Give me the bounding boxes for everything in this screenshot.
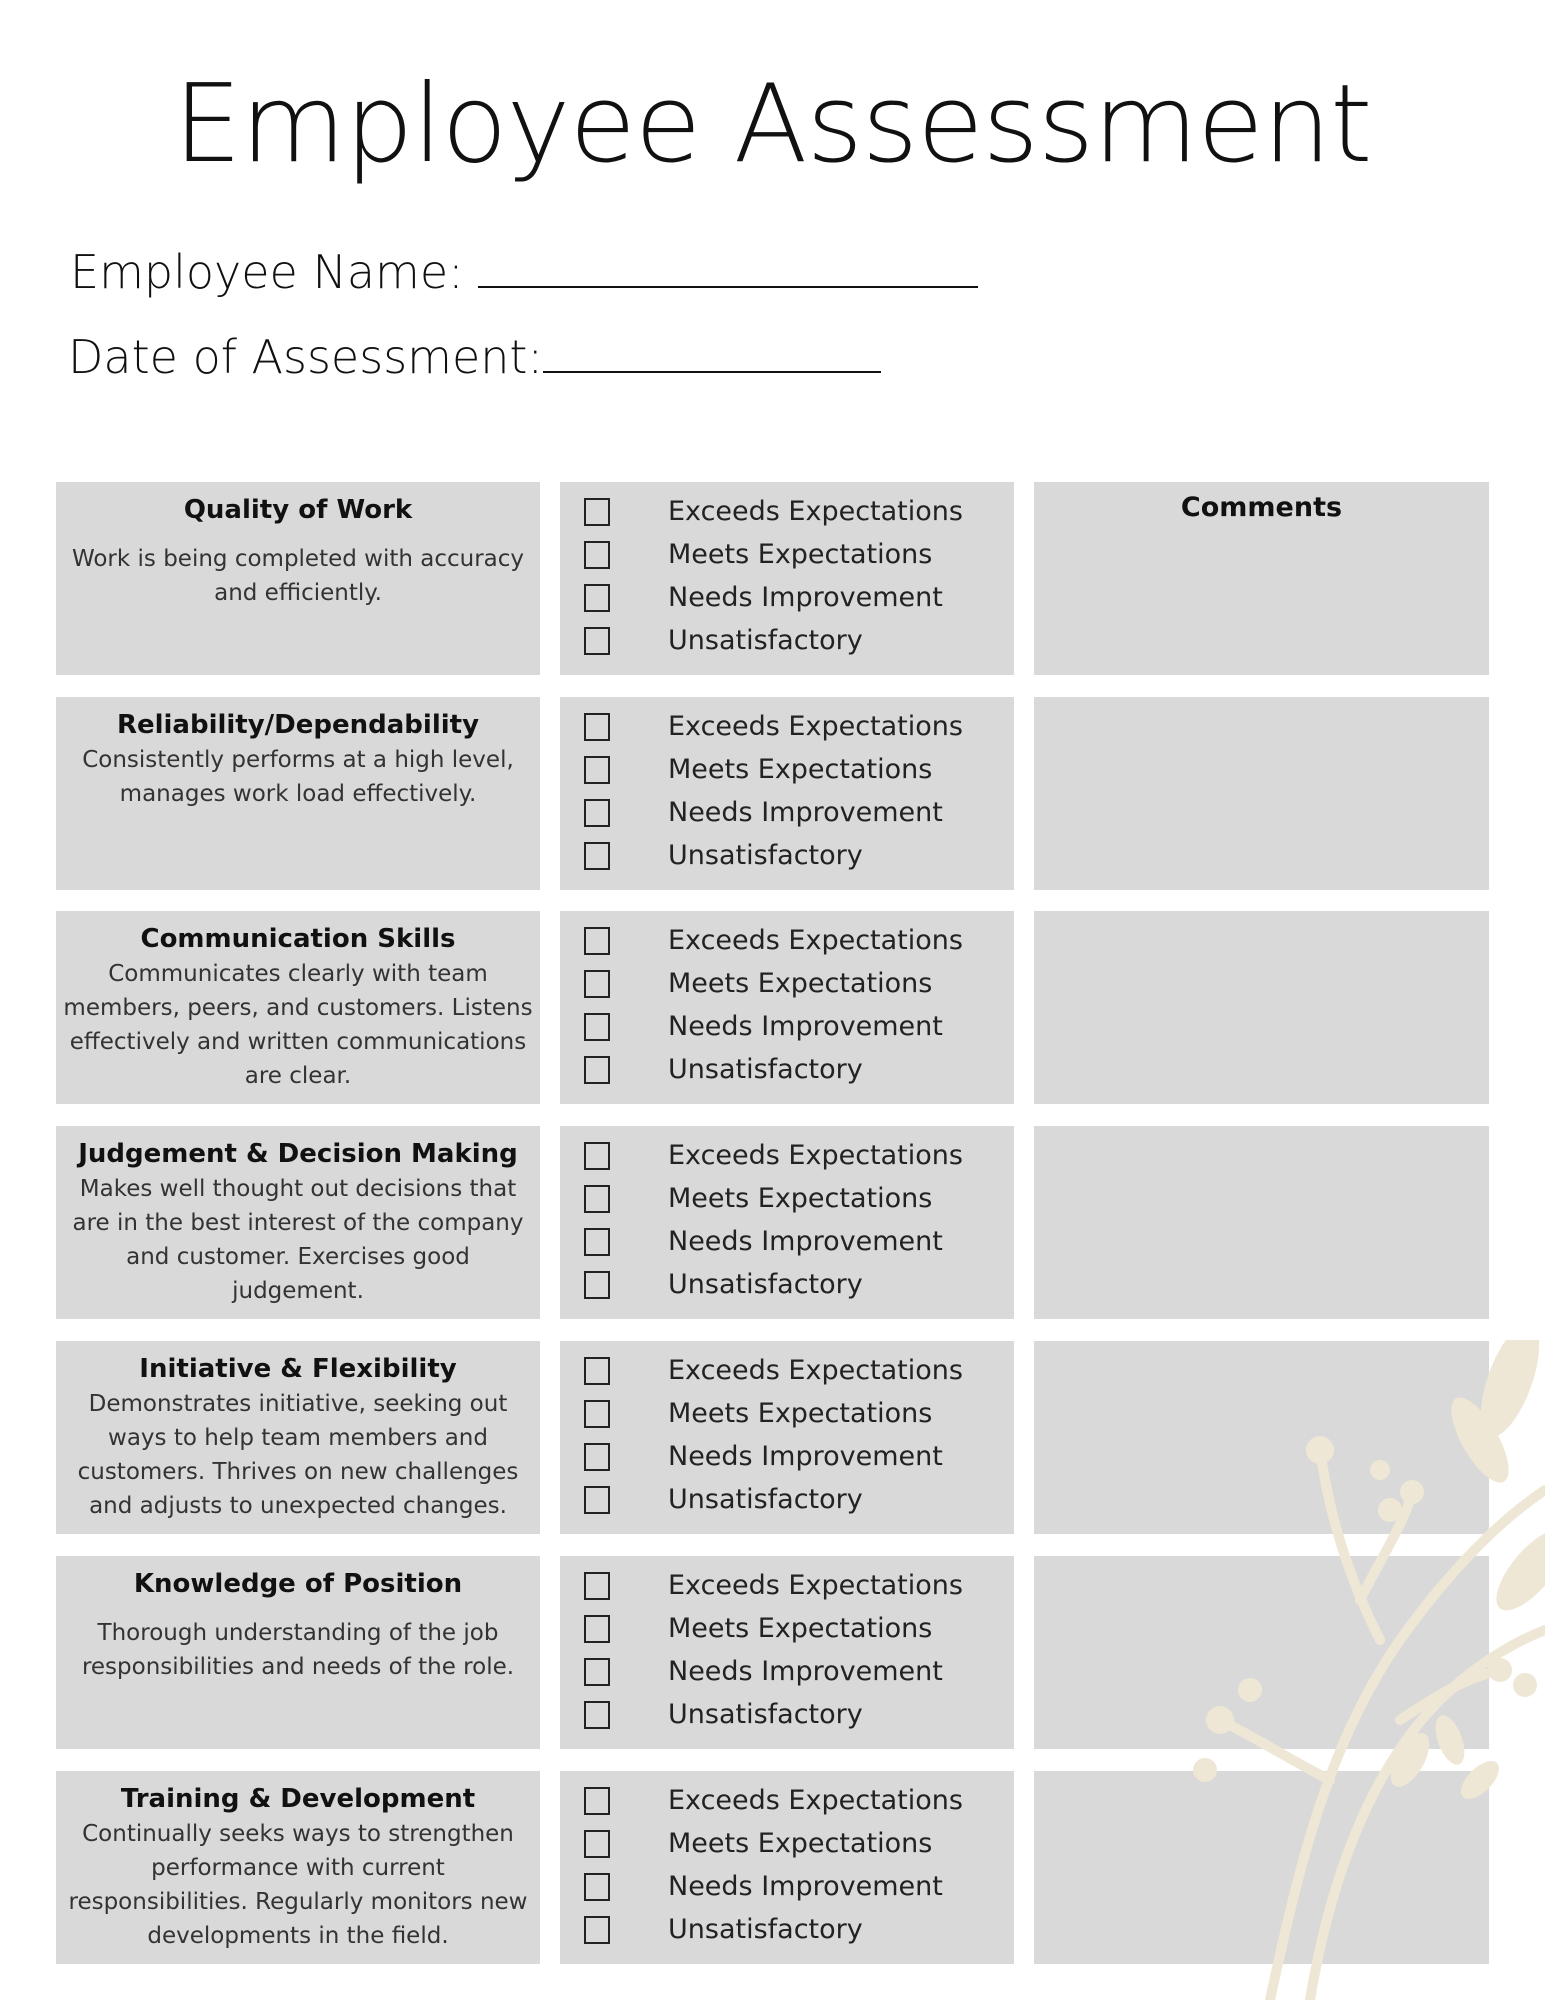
checkbox-icon[interactable] bbox=[584, 1486, 610, 1514]
assessment-row bbox=[0, 697, 1545, 890]
assessment-row bbox=[0, 1556, 1545, 1749]
rating-options-cell bbox=[560, 1126, 1014, 1319]
rating-options-cell bbox=[560, 697, 1014, 890]
rating-option-label: Needs Improvement bbox=[668, 1441, 943, 1472]
assessment-row bbox=[0, 911, 1545, 1104]
rating-options-cell bbox=[560, 1771, 1014, 1964]
checkbox-icon[interactable] bbox=[584, 970, 610, 998]
checkbox-icon[interactable] bbox=[584, 1787, 610, 1815]
checkbox-icon[interactable] bbox=[584, 1572, 610, 1600]
checkbox-icon[interactable] bbox=[584, 713, 610, 741]
criterion-title: Training & Development bbox=[120, 1784, 476, 1814]
checkbox-icon[interactable] bbox=[584, 1400, 610, 1428]
comments-cell[interactable] bbox=[1034, 1771, 1489, 1964]
assessment-date-label: Date of Assessment: bbox=[68, 330, 543, 384]
rating-option-label: Meets Expectations bbox=[668, 1183, 933, 1214]
checkbox-icon[interactable] bbox=[584, 1357, 610, 1385]
checkbox-icon[interactable] bbox=[584, 1701, 610, 1729]
rating-options-cell bbox=[560, 482, 1014, 675]
rating-option-label: Meets Expectations bbox=[668, 1828, 933, 1859]
checkbox-icon[interactable] bbox=[584, 1185, 610, 1213]
checkbox-icon[interactable] bbox=[584, 1056, 610, 1084]
criterion-description: Demonstrates initiative, seeking out ways to help team members and customers. Thrives on new challenges and adjusts to unexpected changes. bbox=[77, 1391, 519, 1519]
criterion-description: Thorough understanding of the job responsibilities and needs of the role. bbox=[81, 1620, 515, 1680]
criterion-cell bbox=[56, 482, 540, 675]
rating-option-label: Unsatisfactory bbox=[668, 625, 863, 656]
rating-options-cell bbox=[560, 911, 1014, 1104]
criterion-cell bbox=[56, 1556, 540, 1749]
criterion-title: Initiative & Flexibility bbox=[139, 1354, 457, 1384]
rating-options-cell bbox=[560, 1556, 1014, 1749]
comments-header: Comments bbox=[1180, 492, 1343, 523]
checkbox-icon[interactable] bbox=[584, 1873, 610, 1901]
checkbox-icon[interactable] bbox=[584, 927, 610, 955]
checkbox-icon[interactable] bbox=[584, 1658, 610, 1686]
checkbox-icon[interactable] bbox=[584, 1443, 610, 1471]
criterion-description: Makes well thought out decisions that are in the best interest of the company and customer. Exercises good judgement. bbox=[72, 1176, 524, 1304]
checkbox-icon[interactable] bbox=[584, 1142, 610, 1170]
checkbox-icon[interactable] bbox=[584, 1830, 610, 1858]
rating-option-label: Needs Improvement bbox=[668, 797, 943, 828]
rating-option-label: Unsatisfactory bbox=[668, 1269, 863, 1300]
rating-option-label: Meets Expectations bbox=[668, 1398, 933, 1429]
rating-option-label: Needs Improvement bbox=[668, 582, 943, 613]
rating-option-label: Needs Improvement bbox=[668, 1226, 943, 1257]
rating-option-label: Unsatisfactory bbox=[668, 1914, 863, 1945]
criterion-cell bbox=[56, 1341, 540, 1534]
rating-option-label: Exceeds Expectations bbox=[668, 1355, 963, 1386]
checkbox-icon[interactable] bbox=[584, 799, 610, 827]
checkbox-icon[interactable] bbox=[584, 842, 610, 870]
rating-option-label: Exceeds Expectations bbox=[668, 925, 963, 956]
employee-name-blank[interactable] bbox=[478, 285, 978, 288]
assessment-row bbox=[0, 1771, 1545, 1964]
criterion-description: Communicates clearly with team members, peers, and customers. Listens effectively and written communications are clear. bbox=[63, 961, 533, 1089]
checkbox-icon[interactable] bbox=[584, 498, 610, 526]
comments-cell[interactable] bbox=[1034, 1126, 1489, 1319]
comments-cell[interactable] bbox=[1034, 1556, 1489, 1749]
rating-option-label: Exceeds Expectations bbox=[668, 1785, 963, 1816]
criterion-title: Communication Skills bbox=[140, 924, 456, 954]
checkbox-icon[interactable] bbox=[584, 541, 610, 569]
criterion-cell bbox=[56, 697, 540, 890]
comments-cell[interactable] bbox=[1034, 482, 1489, 675]
criterion-title: Judgement & Decision Making bbox=[78, 1139, 518, 1169]
assessment-date-blank[interactable] bbox=[543, 370, 881, 373]
rating-option-label: Needs Improvement bbox=[668, 1656, 943, 1687]
rating-option-label: Unsatisfactory bbox=[668, 1484, 863, 1515]
criterion-description: Consistently performs at a high level, manages work load effectively. bbox=[82, 747, 514, 807]
rating-option-label: Unsatisfactory bbox=[668, 1699, 863, 1730]
comments-cell[interactable] bbox=[1034, 1341, 1489, 1534]
rating-option-label: Needs Improvement bbox=[668, 1011, 943, 1042]
rating-option-label: Needs Improvement bbox=[668, 1871, 943, 1902]
checkbox-icon[interactable] bbox=[584, 1615, 610, 1643]
employee-name-label: Employee Name: bbox=[70, 245, 464, 299]
rating-options-cell bbox=[560, 1341, 1014, 1534]
criterion-description: Work is being completed with accuracy and efficiently. bbox=[71, 546, 525, 606]
checkbox-icon[interactable] bbox=[584, 627, 610, 655]
criterion-cell bbox=[56, 1771, 540, 1964]
checkbox-icon[interactable] bbox=[584, 756, 610, 784]
rating-option-label: Meets Expectations bbox=[668, 754, 933, 785]
rating-option-label: Unsatisfactory bbox=[668, 1054, 863, 1085]
employee-name-field[interactable] bbox=[70, 245, 978, 299]
rating-option-label: Meets Expectations bbox=[668, 1613, 933, 1644]
rating-option-label: Exceeds Expectations bbox=[668, 711, 963, 742]
criterion-title: Reliability/Dependability bbox=[116, 710, 480, 740]
checkbox-icon[interactable] bbox=[584, 584, 610, 612]
rating-option-label: Exceeds Expectations bbox=[668, 496, 963, 527]
checkbox-icon[interactable] bbox=[584, 1271, 610, 1299]
rating-option-label: Unsatisfactory bbox=[668, 840, 863, 871]
criterion-cell bbox=[56, 911, 540, 1104]
rating-option-label: Meets Expectations bbox=[668, 968, 933, 999]
comments-cell[interactable] bbox=[1034, 911, 1489, 1104]
criterion-cell bbox=[56, 1126, 540, 1319]
rating-option-label: Exceeds Expectations bbox=[668, 1570, 963, 1601]
comments-cell[interactable] bbox=[1034, 697, 1489, 890]
rating-option-label: Meets Expectations bbox=[668, 539, 933, 570]
assessment-row bbox=[0, 1341, 1545, 1534]
page-title: Employee Assessment bbox=[173, 62, 1372, 187]
criterion-title: Knowledge of Position bbox=[133, 1569, 463, 1599]
assessment-date-field[interactable] bbox=[68, 330, 881, 384]
assessment-row bbox=[0, 1126, 1545, 1319]
criterion-description: Continually seeks ways to strengthen performance with current responsibilities. Regularly monitors new developments in the field. bbox=[68, 1821, 528, 1949]
assessment-row bbox=[0, 482, 1545, 675]
checkbox-icon[interactable] bbox=[584, 1916, 610, 1944]
criterion-title: Quality of Work bbox=[183, 495, 413, 525]
rating-option-label: Exceeds Expectations bbox=[668, 1140, 963, 1171]
checkbox-icon[interactable] bbox=[584, 1228, 610, 1256]
checkbox-icon[interactable] bbox=[584, 1013, 610, 1041]
